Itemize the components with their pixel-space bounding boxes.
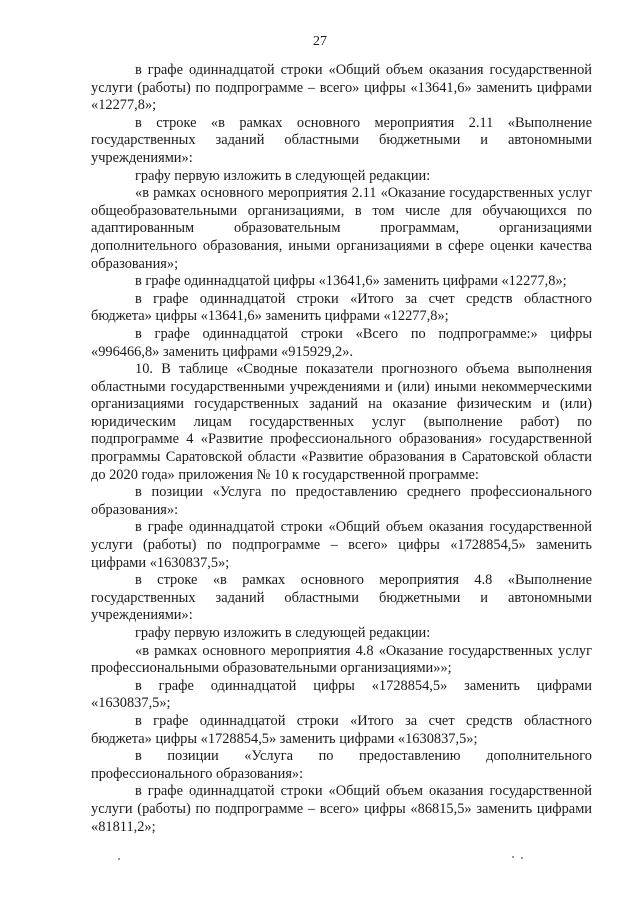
page-number: 27 bbox=[313, 34, 327, 49]
paragraph: в графе одиннадцатой цифры «1728854,5» заменить цифрами «1630837,5»; bbox=[91, 677, 592, 712]
paragraph: в графе одиннадцатой строки «Всего по подпрограмме:» цифры «996466,8» заменить цифрами «915929,2». bbox=[91, 325, 592, 360]
scan-speck bbox=[521, 857, 523, 859]
paragraph: в строке «в рамках основного мероприятия 4.8 «Выполнение государственных заданий областными бюджетными и автономными учреждениями»: bbox=[91, 572, 592, 624]
paragraph: в графе одиннадцатой строки «Общий объем оказания государственной услуги (работы) по подпрограмме – всего» цифры «86815,5» заменить цифрами «81811,2»; bbox=[91, 783, 592, 835]
paragraph: в графе одиннадцатой цифры «13641,6» заменить цифрами «12277,8»; bbox=[135, 273, 567, 290]
scan-speck bbox=[512, 856, 514, 858]
paragraph: в графе одиннадцатой строки «Итого за счет средств областного бюджета» цифры «1728854,5» заменить цифрами «1630837,5»; bbox=[91, 712, 592, 747]
scan-speck bbox=[118, 858, 120, 860]
paragraph: в позиции «Услуга по предоставлению среднего профессионального образования»: bbox=[91, 484, 592, 518]
document-body bbox=[91, 62, 592, 836]
paragraph: в графе одиннадцатой строки «Общий объем оказания государственной услуги (работы) по подпрограмме – всего» цифры «13641,6» заменить цифрами «12277,8»; bbox=[91, 62, 592, 114]
paragraph: 10. В таблице «Сводные показатели прогнозного объема выполнения областными государственными учреждениями и (или) иными некоммерческими организациями государственных заданий на оказание физическим и (или) юридическим лицам государственных услуг (выполнение работ) по подпрограмме 4 «Развитие профессионального образования» государственной программы Саратовской области «Развитие образования в Саратовской области до 2020 года» приложения № 10 к государственной программе: bbox=[91, 361, 592, 483]
paragraph: в графе одиннадцатой строки «Итого за счет средств областного бюджета» цифры «13641,6» заменить цифрами «12277,8»; bbox=[91, 290, 592, 325]
paragraph: в графе одиннадцатой строки «Общий объем оказания государственной услуги (работы) по подпрограмме – всего» цифры «1728854,5» заменить цифрами «1630837,5»; bbox=[91, 519, 592, 571]
paragraph: «в рамках основного мероприятия 4.8 «Оказание государственных услуг профессиональными образовательными организациями»»; bbox=[91, 642, 592, 677]
paragraph: графу первую изложить в следующей редакции: bbox=[135, 167, 431, 184]
paragraph: в строке «в рамках основного мероприятия 2.11 «Выполнение государственных заданий областными бюджетными и автономными учреждениями»: bbox=[91, 114, 592, 166]
paragraph: «в рамках основного мероприятия 2.11 «Оказание государственных услуг общеобразовательными организациями, в том числе для обучающихся по адаптированным образовательным программам, организациями дополнительного образования, иными организациями в сфере оценки качества образования»; bbox=[91, 185, 592, 272]
paragraph: графу первую изложить в следующей редакции: bbox=[135, 625, 431, 641]
paragraph: в позиции «Услуга по предоставлению дополнительного профессионального образования»: bbox=[91, 748, 592, 782]
